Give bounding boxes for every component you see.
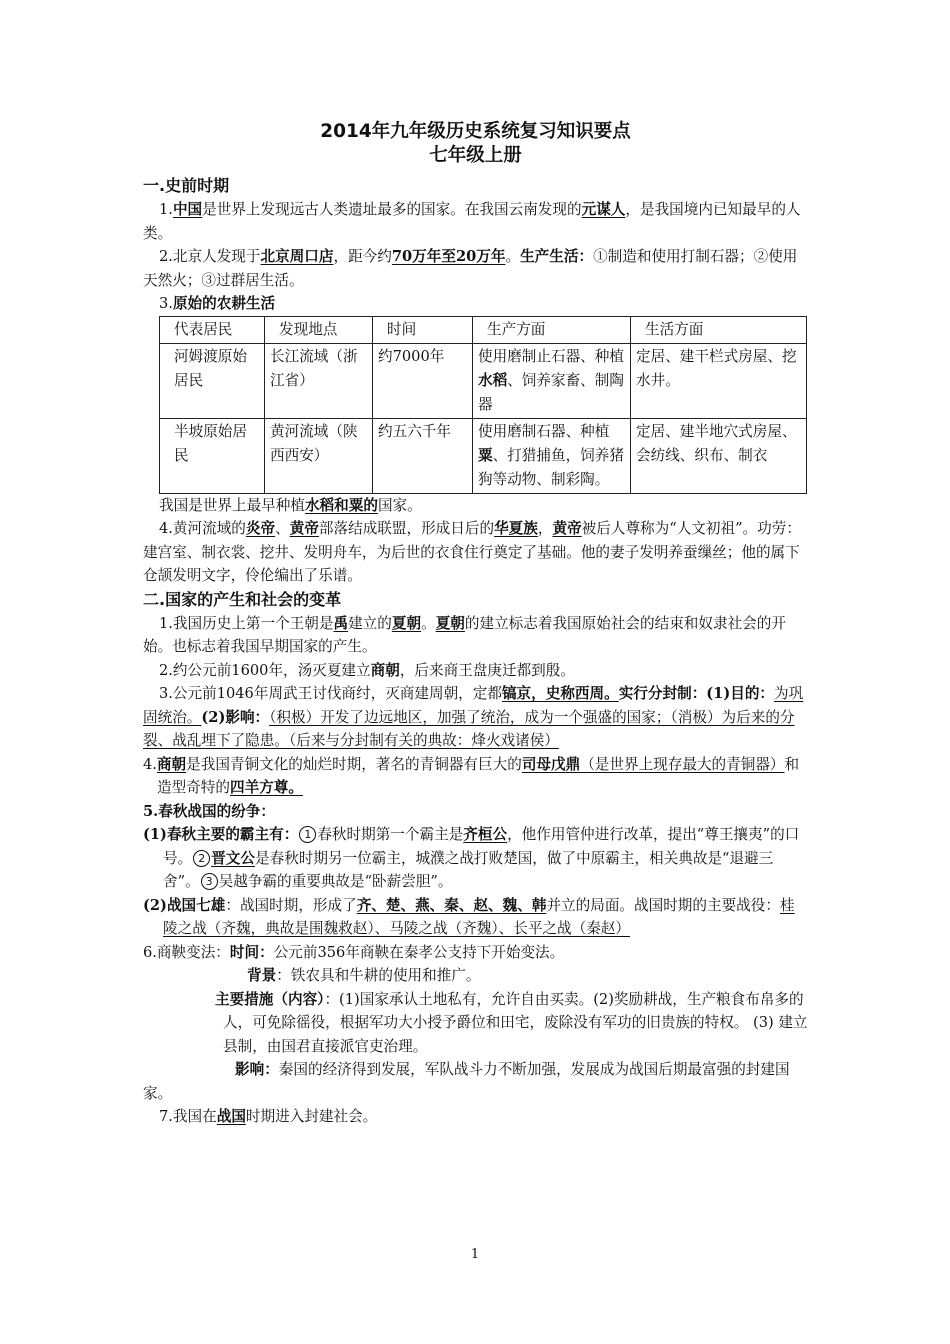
section-heading-state: 二.国家的产生和社会的变革	[143, 589, 342, 609]
table-header-row	[160, 316, 807, 343]
table-cell: 使用磨制石器、种植粟、打猎捕鱼，饲养猪狗等动物、制彩陶。	[473, 418, 631, 493]
paragraph-2-5-title: 5.春秋战国的纷争：	[143, 802, 275, 820]
table-cell: 约五六千年	[373, 418, 473, 493]
paragraph-2-6-background: 背景：铁农具和牛耕的使用和推广。	[247, 967, 481, 984]
table-cell: 使用磨制止石器、种植水稻、饲养家畜、制陶器	[473, 343, 631, 418]
paragraph-2-5b: (2)战国七雄：战国时期，形成了齐、楚、燕、秦、赵、魏、韩并立的局面。战国时期的主要战役：桂陵之战（齐魏，典故是围魏救赵）、马陵之战（齐魏）、长平之战（秦赵）	[143, 896, 795, 937]
table-header-cell: 代表居民	[160, 316, 265, 343]
table-cell: 半坡原始居民	[160, 418, 265, 493]
section-heading-prehistory: 一.史前时期	[143, 176, 230, 195]
table-header-cell: 发现地点	[265, 316, 373, 343]
table-header-cell: 时间	[373, 316, 473, 343]
paragraph-2-2: 2.约公元前1600年，汤灭夏建立商朝，后来商王盘庚迁都到殷。	[159, 661, 575, 679]
document-page	[143, 120, 808, 1129]
paragraph-1-1: 1.中国是世界上发现远古人类遗址最多的国家。在我国云南发现的元谋人，是我国境内已知最早的人类。	[143, 201, 801, 242]
table-cell: 约7000年	[373, 343, 473, 418]
page-number: 1	[470, 1247, 480, 1262]
paragraph-2-1: 1.我国历史上第一个王朝是禹建立的夏朝。夏朝的建立标志着我国原始社会的结束和奴隶社会的开始。也标志着我国早期国家的产生。	[143, 614, 786, 655]
table-cell: 长江流域（浙江省）	[265, 343, 373, 418]
paragraph-2-3: 3.公元前1046年周武王讨伐商纣，灭商建周朝，定都镐京，史称西周。实行分封制：(1)目的：为巩固统治。(2)影响：（积极）开发了边远地区，加强了统治，成为一个强盛的国家；（消极）为后来的分裂、战乱埋下了隐患。（后来与分封制有关的典故：烽火戏诸侯）	[143, 685, 804, 749]
table-row	[160, 418, 807, 493]
paragraph-2-7: 7.我国在战国时期进入封建社会。	[159, 1108, 378, 1125]
paragraph-2-6-measures: 主要措施（内容）：(1)国家承认土地私有，允许自由买卖。(2)奖励耕战，生产粮食布帛多的人，可免除徭役，根据军功大小授予爵位和田宅，废除没有军功的旧贵族的特权。 (3) 建立县制，由国君直接派官吏治理。	[215, 990, 808, 1055]
paragraph-1-after-table: 我国是世界上最早种植水稻和粟的国家。	[159, 496, 422, 514]
paragraph-1-2: 2.北京人发现于北京周口店，距今约70万年至20万年。生产生活：①制造和使用打制石器；②使用天然火；③过群居生活。	[143, 248, 798, 289]
document-subtitle: 七年级上册	[429, 145, 522, 166]
document-title: 2014年九年级历史系统复习知识要点	[320, 121, 631, 142]
table-row	[160, 343, 807, 418]
table-cell: 定居、建干栏式房屋、挖水井。	[631, 343, 807, 418]
table-cell: 黄河流域（陕西西安）	[265, 418, 373, 493]
paragraph-2-4: 4.商朝是我国青铜文化的灿烂时期，著名的青铜器有巨大的司母戊鼎（是世界上现存最大的青铜器）和造型奇特的四羊方尊。	[143, 755, 800, 796]
paragraph-2-5a: (1)春秋主要的霸主有： 1 春秋时期第一个霸主是齐桓公，他作用管仲进行改革，提出“尊王攘夷”的口号。 2 晋文公是春秋时期另一位霸主，城濮之战打败楚国，做了中原霸主，相关典故是“退避三舍”。 3 吴越争霸的重要典故是“卧薪尝胆”。	[143, 826, 800, 890]
table-header-cell: 生产方面	[473, 316, 631, 343]
table-cell: 定居、建半地穴式房屋、会纺线、织布、制衣	[631, 418, 807, 493]
table-header-cell: 生活方面	[631, 316, 807, 343]
paragraph-1-3: 3.原始的农耕生活	[159, 295, 276, 312]
paragraph-2-6-influence: 影响：秦国的经济得到发展，军队战斗力不断加强，发展成为战国后期最富强的封建国家。	[143, 1061, 790, 1102]
table-cell: 河姆渡原始居民	[160, 343, 265, 418]
paragraph-1-4: 4.黄河流域的炎帝、黄帝部落结成联盟，形成日后的华夏族，黄帝被后人尊称为“人文初祖”。功劳：建宫室、制衣裳、挖井、发明舟车，为后世的衣食住行奠定了基础。他的妻子发明养蚕缫丝；他的属下仓颉发明文字，伶伦编出了乐谱。	[143, 520, 801, 584]
paragraph-2-6: 6.商鞅变法：时间：公元前356年商鞅在秦孝公支持下开始变法。	[143, 943, 565, 961]
farming-life-table	[159, 316, 807, 494]
